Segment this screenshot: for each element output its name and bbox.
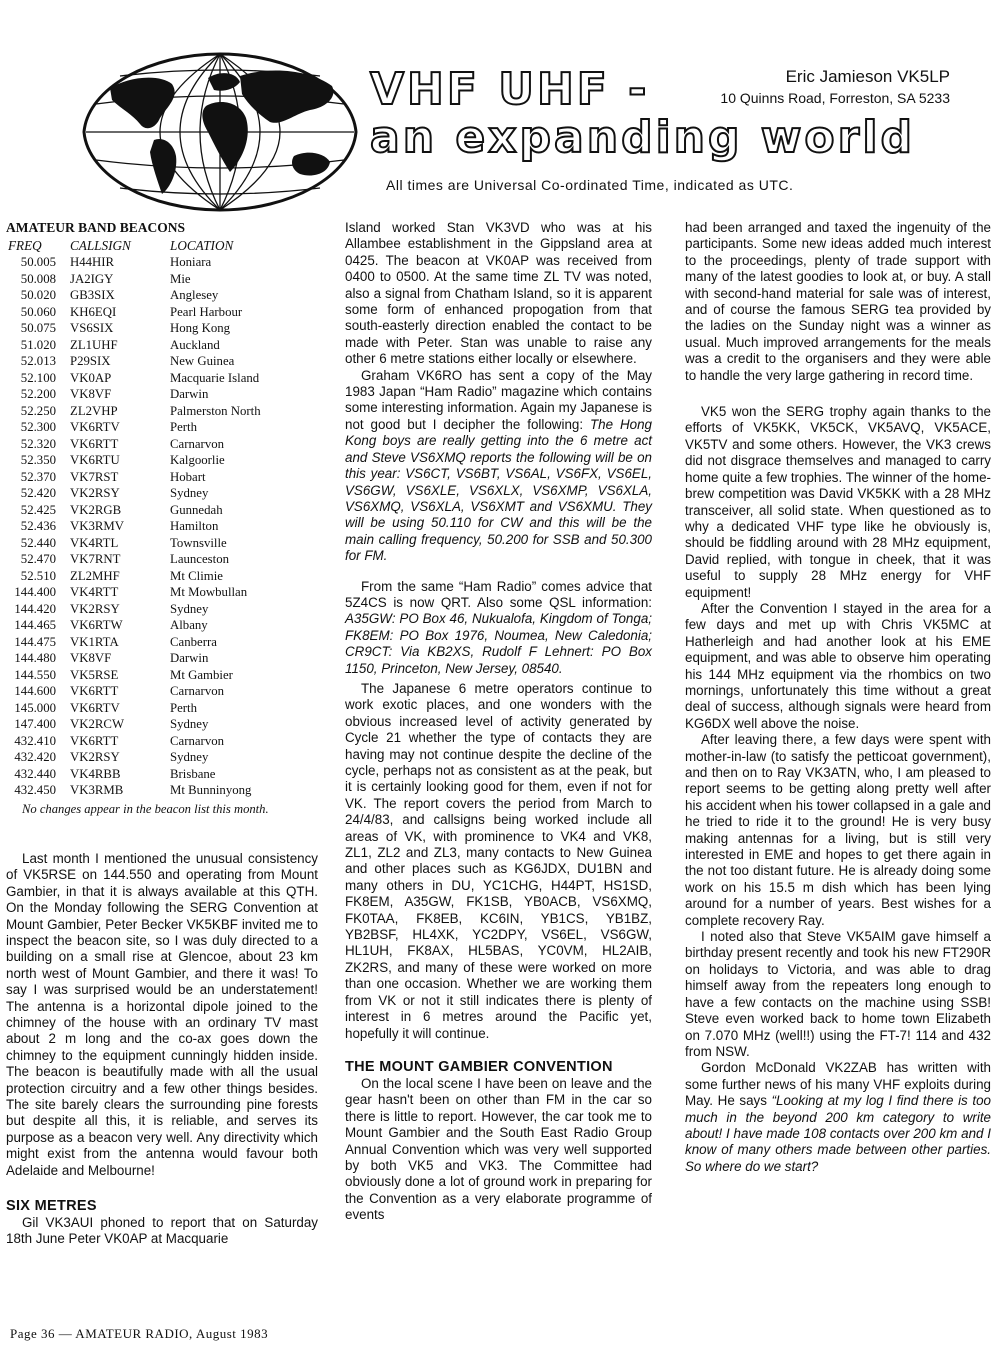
beacon-row <box>6 766 261 783</box>
beacon-callsign: ZL1UHF <box>70 337 118 352</box>
beacon-callsign: ZL2MHF <box>70 568 120 583</box>
beacon-freq: 144.475 <box>14 634 56 649</box>
beacon-note: No changes appear in the beacon list this month. <box>22 801 269 816</box>
column-2 <box>345 220 652 1224</box>
column-1 <box>6 220 318 1248</box>
beacon-callsign: VK2RSY <box>70 601 120 616</box>
beacon-callsign: VK3RMB <box>70 783 124 798</box>
beacon-row <box>6 436 261 453</box>
beacon-row <box>6 254 261 271</box>
beacon-row <box>6 287 261 304</box>
beacon-row <box>6 403 261 420</box>
beacon-freq: 50.020 <box>20 288 56 303</box>
beacon-callsign: VK4RTL <box>70 535 119 550</box>
beacon-freq: 52.100 <box>20 370 56 385</box>
beacon-location: Mt Bunninyong <box>170 783 252 798</box>
six-metres-heading: SIX METRES <box>6 1198 97 1215</box>
beacon-location: Sydney <box>170 486 209 501</box>
beacon-freq: 52.440 <box>20 535 56 550</box>
beacon-freq: 145.000 <box>14 700 56 715</box>
beacon-location: New Guinea <box>170 354 235 369</box>
beacon-location: Sydney <box>170 750 209 765</box>
beacon-location: Albany <box>170 618 208 633</box>
beacon-freq: 147.400 <box>14 717 56 732</box>
beacon-row <box>6 419 261 436</box>
convention-heading: THE MOUNT GAMBIER CONVENTION <box>345 1058 613 1075</box>
beacon-location: Palmerston North <box>170 403 261 418</box>
beacon-callsign: VK8VF <box>70 387 112 402</box>
col3-paragraph-5: I noted also that Steve VK5AIM gave himself a birthday present recently and took his new FT290R on holidays to Victoria, and was able to drag himself away from the repeaters long enough to have a few contacts on the machine using SSB! Steve even worked back to home town Elizabeth on 7.070 MHz (well!!) using the FT-7! 114 and 432 from NSW. <box>685 929 991 1059</box>
col3-paragraph-1: had been arranged and taxed the ingenuity of the participants. Some new ideas added much interest to the proceedings, plenty of trade support with many of the latest goodies to look at, or buy. A stall with second-hand material for sale was of interest, and of course the famous SERG tea provided by the ladies on the Sunday night was a winner as usual. Much improved arrangements for the meals was a credit to the organisers and they were able to handle the very large gathering in record time. <box>685 220 991 383</box>
beacon-freq: 52.013 <box>20 354 56 369</box>
beacon-location: Mt Gambier <box>170 667 233 682</box>
beacon-row <box>6 749 261 766</box>
beacon-freq: 50.005 <box>20 255 56 270</box>
beacon-location: Mt Mowbullan <box>170 585 248 600</box>
beacon-col-freq: FREQ <box>8 238 42 254</box>
beacon-callsign: VK5RSE <box>70 667 119 682</box>
beacon-callsign: VK7RNT <box>70 552 121 567</box>
beacon-location: Canberra <box>170 634 217 649</box>
beacon-freq: 52.250 <box>20 403 56 418</box>
col2-p3-lead: From the same “Ham Radio” comes advice that 5Z4CS is now QRT. Also some QSL information: <box>345 578 652 610</box>
beacon-freq: 144.465 <box>14 618 56 633</box>
beacon-row <box>6 271 261 288</box>
beacon-location: Anglesey <box>170 288 219 303</box>
beacon-location: Auckland <box>170 337 220 352</box>
beacon-callsign: VK1RTA <box>70 634 119 649</box>
col2-paragraph-4: The Japanese 6 metre operators continue to work exotic places, and one wonders with the obvious increased level of activity generated by Cycle 21 whether the type of contacts they are having may not continue despite the decline of the cycle, perhaps not as consistent as at the peak, but it is certainly looking good for them, even if not for VK. The report covers the period from March to 24/4/83, and callsigns being worked include all areas of VK, with prominence to VK4 and VK8, ZL1, ZL2 and ZL3, many contacts to New Guinea and other places such as KG6JDX, DU1BN and many others in DU, YC1CHG, H44PT, HS1SD, FK8EM, A35GW, FK1SB, YB0ACB, VS6XMQ, FK0TAA, FK8EB, KC6IN, YB1CS, YB1BZ, YB2BSF, HL4XK, YC2DPY, VS6EL, VS6GW, HL1UH, FK8AX, HL5BAS, YC0VM, HL2AIB, ZK2RS, and many of these were worked on more than one occasion. Whether we are working them from VK or not it still indicates there is plenty of interest in 6 metres around the Pacific yet, hopefully it will continue. <box>345 680 652 1041</box>
col2-p3-qsl: A35GW: PO Box 46, Nukualofa, Kingdom of Tonga; FK8EM: PO Box 1976, Noumea, New Caledonia; CR9CT: Via KB2XS, Rudolf F Lehnert: PO Box 1150, Princeton, New Jersey, 08540. <box>345 611 652 676</box>
beacon-freq: 432.450 <box>14 783 56 798</box>
beacon-row <box>6 551 261 568</box>
beacon-freq: 144.480 <box>14 651 56 666</box>
beacon-callsign: GB3SIX <box>70 288 115 303</box>
beacon-callsign: VK2RSY <box>70 750 120 765</box>
beacon-freq: 50.060 <box>20 304 56 319</box>
col2-p2-lead: Graham VK6RO has sent a copy of the May 1983 Japan “Ham Radio” magazine which contains some interesting information. Again my Japanese is not good but I decipher the following: <box>345 367 652 432</box>
beacon-header-row <box>6 238 261 254</box>
beacon-callsign: VS6SIX <box>70 321 114 336</box>
col3-p6-quote: “Looking at my log I find there is too much in the beyond 200 km category to write about! I have made 108 contacts over 200 km and I know of many others made between other parties. So where do we start? <box>685 1093 991 1174</box>
beacon-location: Sydney <box>170 601 209 616</box>
beacon-callsign: P29SIX <box>70 354 111 369</box>
beacon-row <box>6 370 261 387</box>
col2-paragraph-5: On the local scene I have been on leave and the gear hasn't been on other than FM in the car so there is little to report. However, the car took me to Mount Gambier and the South East Radio Group Annual Convention which was very well supported by both VK5 and VK3. The Committee had obviously done a lot of ground work in preparing for the Convention as a very elaborate programme of events <box>345 1075 652 1223</box>
beacon-location: Hobart <box>170 469 206 484</box>
column-3 <box>685 220 991 1175</box>
beacon-location: Carnarvon <box>170 733 225 748</box>
beacon-callsign: VK2RCW <box>70 717 125 732</box>
beacon-callsign: VK4RTT <box>70 585 119 600</box>
beacon-location: Pearl Harbour <box>170 304 243 319</box>
beacon-callsign: JA2IGY <box>70 271 114 286</box>
six-metres-paragraph: Gil VK3AUI phoned to report that on Saturday 18th June Peter VK0AP at Macquarie <box>6 1215 318 1247</box>
beacon-freq: 51.020 <box>20 337 56 352</box>
beacon-row <box>6 452 261 469</box>
beacon-row <box>6 535 261 552</box>
beacon-callsign: VK6RTT <box>70 733 119 748</box>
beacon-freq: 52.510 <box>20 568 56 583</box>
beacon-freq: 50.008 <box>20 271 56 286</box>
beacon-freq: 144.420 <box>14 601 56 616</box>
beacon-freq: 52.436 <box>20 519 56 534</box>
beacon-row <box>6 782 261 799</box>
beacon-row <box>6 601 261 618</box>
beacon-location: Macquarie Island <box>170 370 260 385</box>
beacon-row <box>6 683 261 700</box>
col3-paragraph-3: After the Convention I stayed in the area for a few days and met up with Chris VK5MC at Hatherleigh and had another look at his EME equipment, and was able to observe him operating his 144 MHz equipment via the rhombics on two mornings, unfortunately this time without a great deal of success, although signals were heard from KG6DX well above the noise. <box>685 600 991 731</box>
col3-p6-lead: Gordon McDonald VK2ZAB has written with some further news of his many VHF exploits during May. He says <box>685 1060 991 1109</box>
beacon-freq: 50.075 <box>20 321 56 336</box>
col3-paragraph-2: VK5 won the SERG trophy again thanks to the efforts of VK5KK, VK5CK, VK5AVQ, VK5ACE, VK5TV and some others. However, the VK3 crews did not disgrace themselves and managed to carry home quite a few trophies. The winner of the home-brew competition was David VK5KK with a 28 MHz transceiver, all solid state. When questioned as to why a dedicated VHF type like he obviously is, should be fiddling around with 28 MHz equipment, David replied, with tongue in cheek, that it was useful to supply 28 MHz energy for VHF equipment! <box>685 404 991 600</box>
beacon-callsign: VK7RST <box>70 469 119 484</box>
beacon-callsign: VK6RTV <box>70 700 120 715</box>
beacon-table-body <box>6 254 261 799</box>
beacon-location: Launceston <box>170 552 229 567</box>
beacon-freq: 144.550 <box>14 667 56 682</box>
beacon-callsign: VK8VF <box>70 651 112 666</box>
beacon-freq: 432.440 <box>14 766 56 781</box>
beacon-callsign: VK6RTV <box>70 420 120 435</box>
beacon-table <box>6 238 261 799</box>
beacon-location: Carnarvon <box>170 436 225 451</box>
beacon-row <box>6 320 261 337</box>
beacon-callsign: VK6RTT <box>70 436 119 451</box>
beacon-freq: 52.425 <box>20 502 56 517</box>
beacon-freq: 52.370 <box>20 469 56 484</box>
beacon-location: Brisbane <box>170 766 216 781</box>
beacon-callsign: KH6EQI <box>70 304 117 319</box>
beacon-row <box>6 337 261 354</box>
col2-paragraph-3 <box>345 579 652 677</box>
beacon-row <box>6 733 261 750</box>
beacon-freq: 52.320 <box>20 436 56 451</box>
page-footer: Page 36 — AMATEUR RADIO, August 1983 <box>10 1326 269 1341</box>
beacon-row <box>6 568 261 585</box>
col2-paragraph-2 <box>345 368 652 565</box>
beacon-callsign: VK6RTU <box>70 453 120 468</box>
beacon-row <box>6 353 261 370</box>
beacon-callsign: VK2RGB <box>70 502 122 517</box>
beacon-row <box>6 650 261 667</box>
beacon-col-callsign: CALLSIGN <box>70 238 131 254</box>
times-note: All times are Universal Co-ordinated Time, indicated as UTC. <box>386 177 794 193</box>
globe-logo-icon <box>80 48 360 216</box>
beacon-row <box>6 584 261 601</box>
beacon-row <box>6 386 261 403</box>
beacon-location: Sydney <box>170 717 209 732</box>
beacon-row <box>6 469 261 486</box>
beacon-row <box>6 634 261 651</box>
beacon-callsign: VK6RTT <box>70 684 119 699</box>
beacon-row <box>6 304 261 321</box>
author-name: Eric Jamieson VK5LP <box>785 67 950 86</box>
beacon-row <box>6 485 261 502</box>
beacon-freq: 52.470 <box>20 552 56 567</box>
beacon-freq: 52.200 <box>20 387 56 402</box>
beacon-callsign: VK4RBB <box>70 766 121 781</box>
author-address: 10 Quinns Road, Forreston, SA 5233 <box>720 90 950 106</box>
beacon-callsign: ZL2VHP <box>70 403 118 418</box>
beacon-row <box>6 518 261 535</box>
col3-paragraph-4: After leaving there, a few days were spent with mother-in-law (to satisfy the petticoat government), and then on to Ray VK3ATN, who, I am pleased to report seems to be getting along pretty well after his accident when his tower collapsed in a gale and he tried to ride it to the ground! He is very busy making antennas for a living, but is still very interested in EME and hopes to get there again in the not too distant future. He is already doing some work on his 15.5 m dish which has been lying around for a number of years. Best wishes for a complete recovery Ray. <box>685 732 991 928</box>
beacon-location: Hong Kong <box>170 321 231 336</box>
title-line-1: VHF UHF - <box>370 64 650 115</box>
beacon-location: Mie <box>170 271 191 286</box>
beacon-callsign: VK0AP <box>70 370 112 385</box>
beacon-location: Darwin <box>170 387 209 402</box>
beacon-row <box>6 716 261 733</box>
beacon-location: Townsville <box>170 535 227 550</box>
col1-paragraph: Last month I mentioned the unusual consistency of VK5RSE on 144.550 and operating from Mount Gambier, in that it is always available at this QTH. On the Monday following the SERG Convention at Mount Gambier, Peter Becker VK5KBF invited me to inspect the beacon site, so I was duly directed to a building on a small rise at Glencoe, about 23 km north west of Mount Gambier, and there it was! To say I was surprised would be an understatement! The antenna is a horizontal dipole joined to the chimney of the house with an ordinary TV mast about 2 m long and the co-ax goes down the chimney to the equipment cunningly hidden inside. The beacon is beautifully made with all the usual protection circuitry and a few other things besides. The site barely clears the surrounding pine forests but despite all this, it is reliable, and serves its purpose as a beacon very well. Any directivity which might exist from the antenna would favour both Adelaide and Melbourne! <box>6 850 318 1178</box>
beacon-row <box>6 617 261 634</box>
beacon-freq: 432.420 <box>14 750 56 765</box>
beacon-location: Kalgoorlie <box>170 453 225 468</box>
beacon-freq: 52.350 <box>20 453 56 468</box>
beacon-location: Perth <box>170 700 198 715</box>
beacon-heading: AMATEUR BAND BEACONS <box>6 220 186 235</box>
beacon-location: Gunnedah <box>170 502 223 517</box>
beacon-freq: 144.400 <box>14 585 56 600</box>
beacon-freq: 52.420 <box>20 486 56 501</box>
beacon-freq: 144.600 <box>14 684 56 699</box>
beacon-freq: 432.410 <box>14 733 56 748</box>
beacon-row <box>6 502 261 519</box>
beacon-callsign: VK6RTW <box>70 618 123 633</box>
beacon-location: Carnarvon <box>170 684 225 699</box>
beacon-row <box>6 667 261 684</box>
col2-p2-quote: The Hong Kong boys are really getting into the 6 metre act and Steve VS6XMQ reports the following will be on this year: VS6CT, VS6BT, VS6AL, VS6FX, VS6EL, VS6GW, VS6XLE, VS6XLX, VS6XMP, VS6XLA, VS6XMQ, VS6XLA, VS6XMT and VS6XMU. They will be using 50.110 for CW and this will be the main calling frequency, 50.200 for SSB and 50.300 for FM. <box>345 416 652 564</box>
beacon-callsign: VK3RMV <box>70 519 125 534</box>
beacon-location: Perth <box>170 420 198 435</box>
beacon-callsign: H44HIR <box>70 255 115 270</box>
beacon-location: Honiara <box>170 255 212 270</box>
beacon-location: Mt Climie <box>170 568 223 583</box>
title-line-2: an expanding world <box>370 112 915 163</box>
col2-paragraph-1: Island worked Stan VK3VD who was at his Allambee establishment in the Gippsland area at 0425. The beacon at VK0AP was received from 0400 to 0500. At the same time ZL TV was noted, also a signal from Chatham Island, so it is apparent some form of enhanced propogation from that south-easterly direction enabled the contact to be made with Peter. Stan was unable to raise any other 6 metre stations either locally or elsewhere. <box>345 220 652 367</box>
beacon-row <box>6 700 261 717</box>
beacon-freq: 52.300 <box>20 420 56 435</box>
beacon-location: Darwin <box>170 651 209 666</box>
beacon-location: Hamilton <box>170 519 219 534</box>
beacon-col-location: LOCATION <box>170 238 234 254</box>
beacon-callsign: VK2RSY <box>70 486 120 501</box>
col3-paragraph-6 <box>685 1060 991 1175</box>
